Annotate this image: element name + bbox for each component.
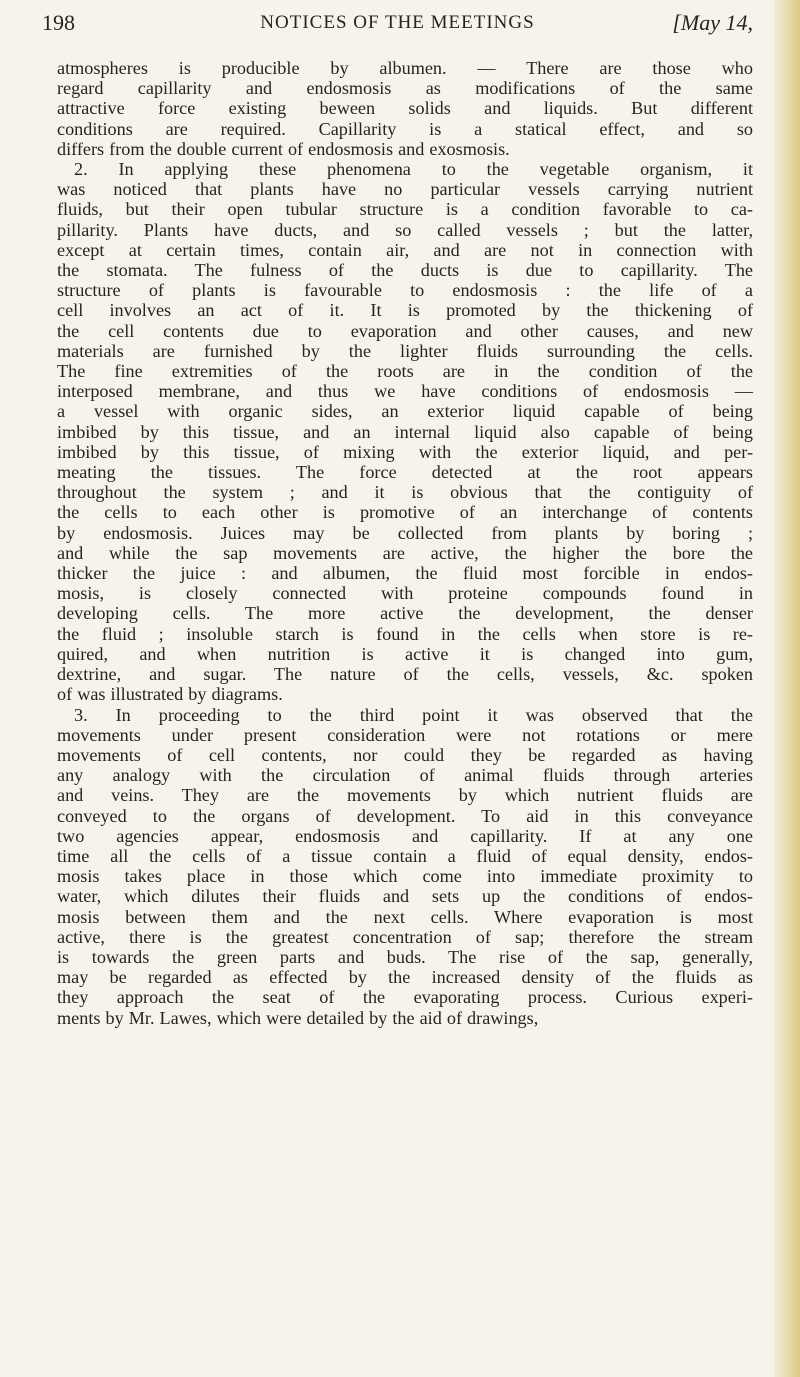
text-line: conditions are required. Capillarity is a statical effect, and so	[57, 118, 753, 139]
text-line: mosis, is closely connected with proteine compounds found in	[57, 583, 753, 604]
page-edge-shadow	[774, 0, 800, 1377]
text-line: and veins. They are the movements by which nutrient fluids are	[57, 785, 753, 806]
text-line: materials are furnished by the lighter fluids surrounding the cells.	[57, 340, 753, 361]
text-line: differs from the double current of endosmosis and exosmosis.	[57, 138, 510, 159]
text-line: time all the cells of a tissue contain a fluid of equal density, endos-	[57, 845, 753, 866]
running-title: NOTICES OF THE MEETINGS	[260, 12, 535, 33]
text-line: 3. In proceeding to the third point it was observed that the	[74, 704, 753, 725]
text-line: cell involves an act of it. It is promoted by the thickening of	[57, 300, 753, 321]
text-line: The fine extremities of the roots are in the condition of the	[57, 361, 753, 382]
text-line: by endosmosis. Juices may be collected from plants by boring ;	[57, 522, 753, 543]
text-line: mosis takes place in those which come into immediate proximity to	[57, 866, 753, 887]
text-line: except at certain times, contain air, and are not in connection with	[57, 239, 753, 260]
text-line: active, there is the greatest concentration of sap; therefore the stream	[57, 926, 753, 947]
text-line: imbibed by this tissue, and an internal liquid also capable of being	[57, 421, 753, 442]
text-line: thicker the juice : and albumen, the fluid most forcible in endos-	[57, 563, 753, 584]
text-line: dextrine, and sugar. The nature of the cells, vessels, &c. spoken	[57, 664, 753, 685]
text-line: pillarity. Plants have ducts, and so called vessels ; but the latter,	[57, 219, 753, 240]
text-line: meating the tissues. The force detected at the root appears	[57, 462, 753, 483]
text-line: regard capillarity and endosmosis as modifications of the same	[57, 78, 753, 99]
text-line: any analogy with the circulation of animal fluids through arteries	[57, 765, 753, 786]
text-line: two agencies appear, endosmosis and capillarity. If at any one	[57, 825, 753, 846]
page-number: 198	[42, 10, 75, 35]
text-line: and while the sap movements are active, the higher the bore the	[57, 542, 753, 563]
text-line: is towards the green parts and buds. The rise of the sap, generally,	[57, 946, 753, 967]
text-line: of was illustrated by diagrams.	[57, 684, 283, 705]
text-line: movements of cell contents, nor could they be regarded as having	[57, 744, 753, 765]
text-line: a vessel with organic sides, an exterior liquid capable of being	[57, 401, 753, 422]
text-line: interposed membrane, and thus we have conditions of endosmosis —	[57, 381, 753, 402]
text-line: the stomata. The fulness of the ducts is due to capillarity. The	[57, 260, 753, 281]
text-line: they approach the seat of the evaporating process. Curious experi-	[57, 987, 753, 1008]
text-line: structure of plants is favourable to endosmosis : the life of a	[57, 280, 753, 301]
text-line: attractive force existing beween solids and liquids. But different	[57, 98, 753, 119]
text-line: may be regarded as effected by the increased density of the fluids as	[57, 967, 753, 988]
running-header	[42, 8, 753, 38]
text-line: was noticed that plants have no particular vessels carrying nutrient	[57, 179, 753, 200]
text-line: imbibed by this tissue, of mixing with the exterior liquid, and per-	[57, 441, 753, 462]
body-text	[57, 58, 753, 1028]
text-line: water, which dilutes their fluids and sets up the conditions of endos-	[57, 886, 753, 907]
text-line: conveyed to the organs of development. To aid in this conveyance	[57, 805, 753, 826]
text-line: atmospheres is producible by albumen. — There are those who	[57, 58, 753, 78]
text-line: developing cells. The more active the development, the denser	[57, 603, 753, 624]
text-line: mosis between them and the next cells. Where evaporation is most	[57, 906, 753, 927]
text-line: the cells to each other is promotive of an interchange of contents	[57, 502, 753, 523]
text-line: quired, and when nutrition is active it is changed into gum,	[57, 643, 753, 664]
text-line: fluids, but their open tubular structure is a condition favorable to ca-	[57, 199, 753, 220]
text-line: 2. In applying these phenomena to the vegetable organism, it	[74, 159, 753, 180]
text-line: ments by Mr. Lawes, which were detailed by the aid of drawings,	[57, 1007, 539, 1028]
text-line: the cell contents due to evaporation and other causes, and new	[57, 320, 753, 341]
text-line: the fluid ; insoluble starch is found in the cells when store is re-	[57, 623, 753, 644]
text-line: throughout the system ; and it is obvious that the contiguity of	[57, 482, 753, 503]
text-line: movements under present consideration were not rotations or mere	[57, 724, 753, 745]
header-date: [May 14,	[672, 10, 753, 35]
